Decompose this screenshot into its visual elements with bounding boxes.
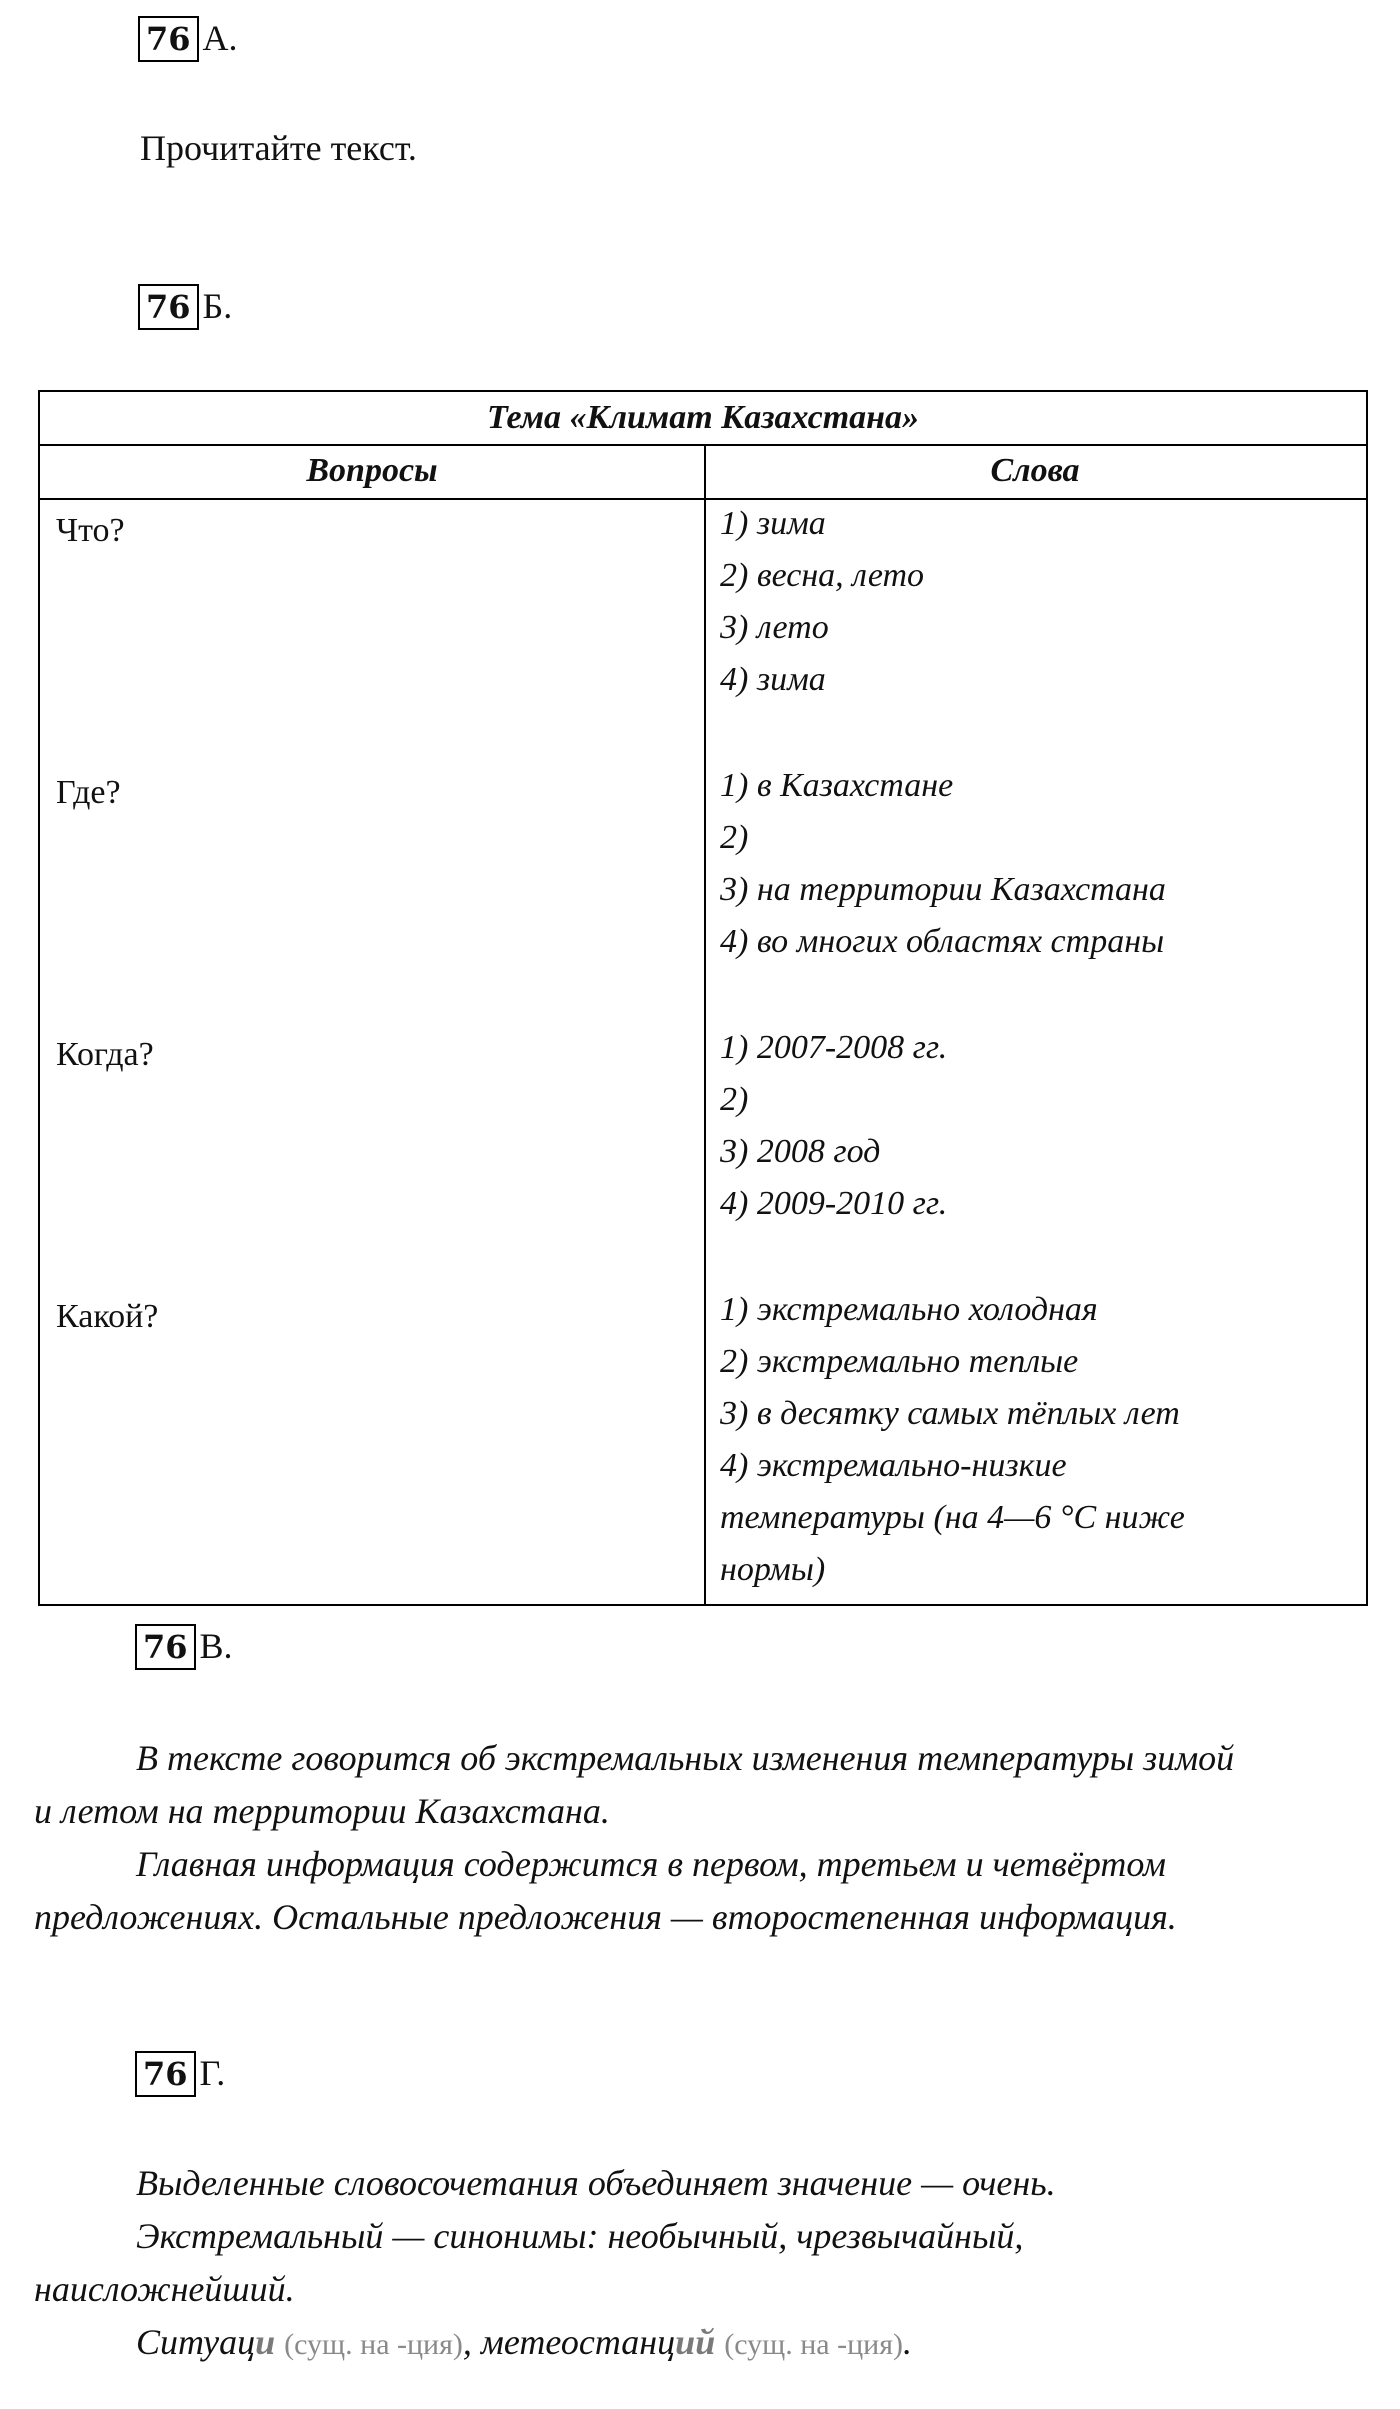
list-item: 3) лето [720,609,829,646]
list-item: 1) зима [720,505,826,542]
task-number: 76 [135,1624,196,1670]
list-item: 1) 2007-2008 гг. [720,1029,948,1066]
list-item: 4) во многих областях страны [720,923,1165,960]
question-when: Когда? [56,1036,154,1073]
list-item: 4) экстремально-низкие [720,1447,1067,1484]
paragraph-line-last [136,2324,912,2360]
task-letter: Б. [202,286,233,326]
highlighted-ending: ий [675,2322,716,2362]
list-item: 3) в десятку самых тёплых лет [720,1395,1180,1432]
question-which: Какой? [56,1298,159,1335]
paragraph-line: Экстремальный — синонимы: необычный, чрезвычайный, [136,2216,1024,2256]
question-what: Что? [56,512,125,549]
column-header-questions: Вопросы [306,452,438,489]
list-item: 2) весна, лето [720,557,925,594]
terminal-period: . [903,2322,912,2362]
column-header-words: Слова [990,452,1080,489]
task-label-76a [138,20,238,56]
question-where: Где? [56,774,121,811]
list-item: 2) [720,1081,749,1118]
word-part: Ситуац [136,2322,256,2362]
task-label-76b [138,288,232,324]
column-divider [704,444,706,1604]
task-letter: А. [202,18,238,58]
task-number: 76 [135,2051,196,2097]
paragraph-line: предложениях. Остальные предложения — второстепенная информация. [34,1897,1177,1937]
paragraph-line: наисложнейший. [34,2269,295,2309]
climate-table [38,390,1368,1606]
task-number: 76 [138,16,199,62]
separator: , [462,2322,472,2362]
paragraph-line: В тексте говорится об экстремальных изменения температуры зимой [136,1738,1235,1778]
words-list [720,1284,1185,1596]
list-item: 4) 2009-2010 гг. [720,1185,948,1222]
list-item: 3) на территории Казахстана [720,871,1166,908]
paragraph-line: и летом на территории Казахстана. [34,1791,610,1831]
table-title: Тема «Климат Казахстана» [486,399,920,436]
list-item: 1) в Казахстане [720,767,954,804]
word-part: метеостанц [480,2322,676,2362]
divider [40,498,1366,500]
task-label-76v [135,1628,233,1664]
words-list [720,760,1166,968]
words-list [720,1022,947,1230]
task-label-76g [135,2055,225,2091]
task-letter: Г. [199,2053,226,2093]
grammar-note: (сущ. на -ция) [284,2328,463,2361]
list-item: 2) [720,819,749,856]
task-letter: В. [199,1626,233,1666]
list-item: 2) экстремально теплые [720,1343,1079,1380]
list-item: 4) зима [720,661,826,698]
task-a-text: Прочитайте текст. [140,128,417,168]
highlighted-ending: и [255,2322,276,2362]
task-number: 76 [138,284,199,330]
list-item: температуры (на 4—6 °С ниже [720,1499,1185,1536]
list-item: 1) экстремально холодная [720,1291,1098,1328]
grammar-note: (сущ. на -ция) [724,2328,903,2361]
list-item: нормы) [720,1551,826,1588]
words-list [720,498,924,706]
paragraph-line: Выделенные словосочетания объединяет значение — очень. [136,2163,1056,2203]
list-item: 3) 2008 год [720,1133,881,1170]
paragraph-line: Главная информация содержится в первом, третьем и четвёртом [136,1844,1167,1884]
